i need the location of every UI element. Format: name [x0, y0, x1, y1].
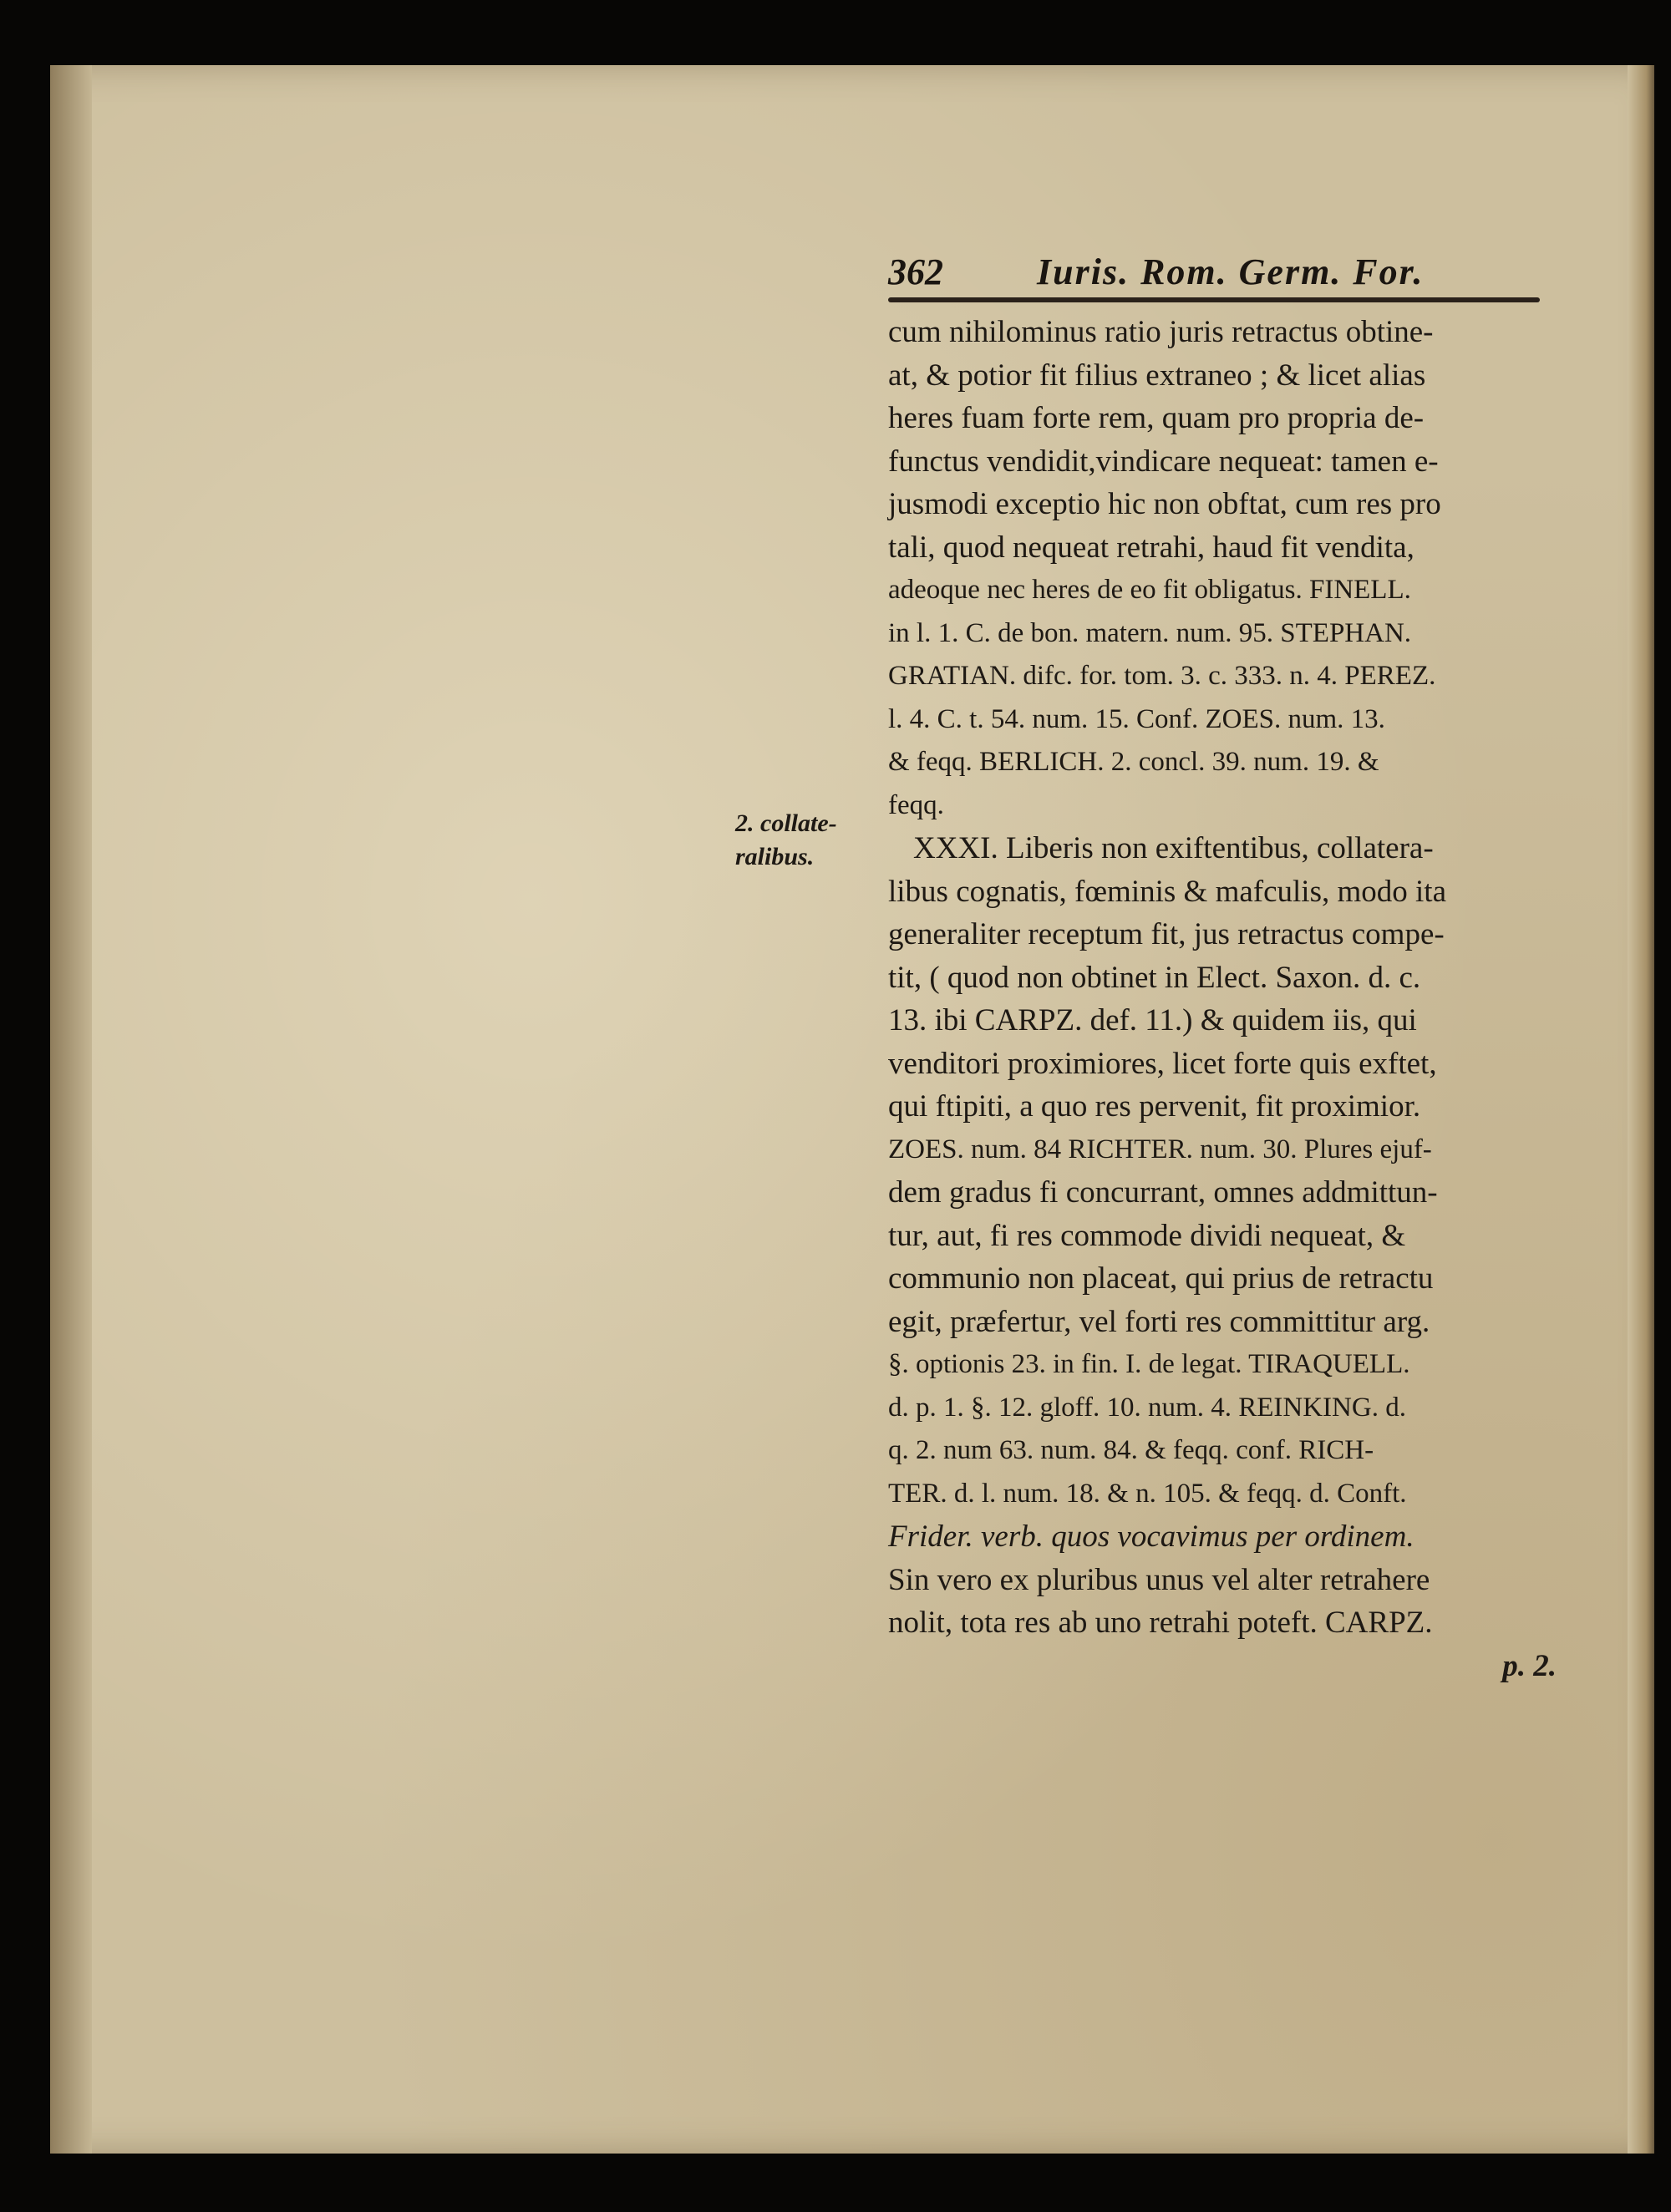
running-title: Iuris. Rom. Germ. For.	[1037, 251, 1425, 292]
page-edge	[1628, 65, 1654, 2154]
text-line: l. 4. C. t. 54. num. 15. Conf. ZOES. num. 13.	[888, 703, 1385, 734]
text-line: at, & potior fit filius extraneo ; & licet alias	[888, 358, 1426, 393]
text-line: dem gradus fi concurrant, omnes addmittun-	[888, 1175, 1438, 1210]
header-rule	[888, 297, 1540, 302]
text-line: generaliter receptum fit, jus retractus compe-	[888, 917, 1445, 951]
text-line: §. optionis 23. in fin. I. de legat. TIRAQUELL.	[888, 1349, 1410, 1379]
text-line: 13. ibi CARPZ. def. 11.) & quidem iis, qui	[888, 1003, 1417, 1038]
text-line: qui ftipiti, a quo res pervenit, fit proximior.	[888, 1089, 1421, 1124]
page-number: 362	[888, 251, 943, 292]
text-line: egit, præfertur, vel forti res committitur arg.	[888, 1304, 1430, 1339]
text-line: communio non placeat, qui prius de retractu	[888, 1261, 1434, 1296]
binding-fold	[50, 65, 92, 2154]
text-line: nolit, tota res ab uno retrahi poteft. CARPZ.	[888, 1606, 1433, 1640]
text-line: TER. d. l. num. 18. & n. 105. & feqq. d. Conft.	[888, 1478, 1407, 1509]
text-line: q. 2. num 63. num. 84. & feqq. conf. RICH-	[888, 1435, 1374, 1465]
text-line: feqq.	[888, 789, 944, 820]
text-line: libus cognatis, fœminis & mafculis, modo ita	[888, 874, 1446, 909]
paragraph-start-line: XXXI. Liberis non exiftentibus, collatera-	[913, 831, 1434, 865]
text-line: heres fuam forte rem, quam pro propria de-	[888, 401, 1425, 435]
text-line: functus vendidit,vindicare nequeat: tamen e-	[888, 444, 1439, 479]
text-line: Frider. verb. quos vocavimus per ordinem.	[888, 1519, 1415, 1554]
body-text	[888, 311, 1557, 1687]
catchword: p. 2.	[1502, 1648, 1557, 1683]
text-line: cum nihilominus ratio juris retractus obtine-	[888, 315, 1434, 349]
marginal-note-line: 2. collate-	[735, 809, 837, 837]
text-line: tali, quod nequeat retrahi, haud fit vendita,	[888, 530, 1415, 565]
text-line: venditori proximiores, licet forte quis exftet,	[888, 1046, 1437, 1081]
text-line: Sin vero ex pluribus unus vel alter retrahere	[888, 1562, 1430, 1597]
marginal-note	[735, 807, 902, 874]
text-line: d. p. 1. §. 12. gloff. 10. num. 4. REINKING. d.	[888, 1392, 1406, 1423]
text-line: ZOES. num. 84 RICHTER. num. 30. Plures ejuf-	[888, 1134, 1432, 1164]
text-line: & feqq. BERLICH. 2. concl. 39. num. 19. &	[888, 747, 1379, 777]
text-line: in l. 1. C. de bon. matern. num. 95. STEPHAN.	[888, 617, 1412, 648]
text-line: jusmodi exceptio hic non obftat, cum res pro	[888, 487, 1441, 521]
text-line: tur, aut, fi res commode dividi nequeat, &	[888, 1218, 1406, 1253]
page-header	[888, 251, 1540, 302]
text-line: adeoque nec heres de eo fit obligatus. FINELL.	[888, 575, 1411, 605]
text-line: tit, ( quod non obtinet in Elect. Saxon. d. c.	[888, 960, 1421, 995]
text-line: GRATIAN. difc. for. tom. 3. c. 333. n. 4. PEREZ.	[888, 661, 1436, 691]
marginal-note-line: ralibus.	[735, 843, 815, 870]
